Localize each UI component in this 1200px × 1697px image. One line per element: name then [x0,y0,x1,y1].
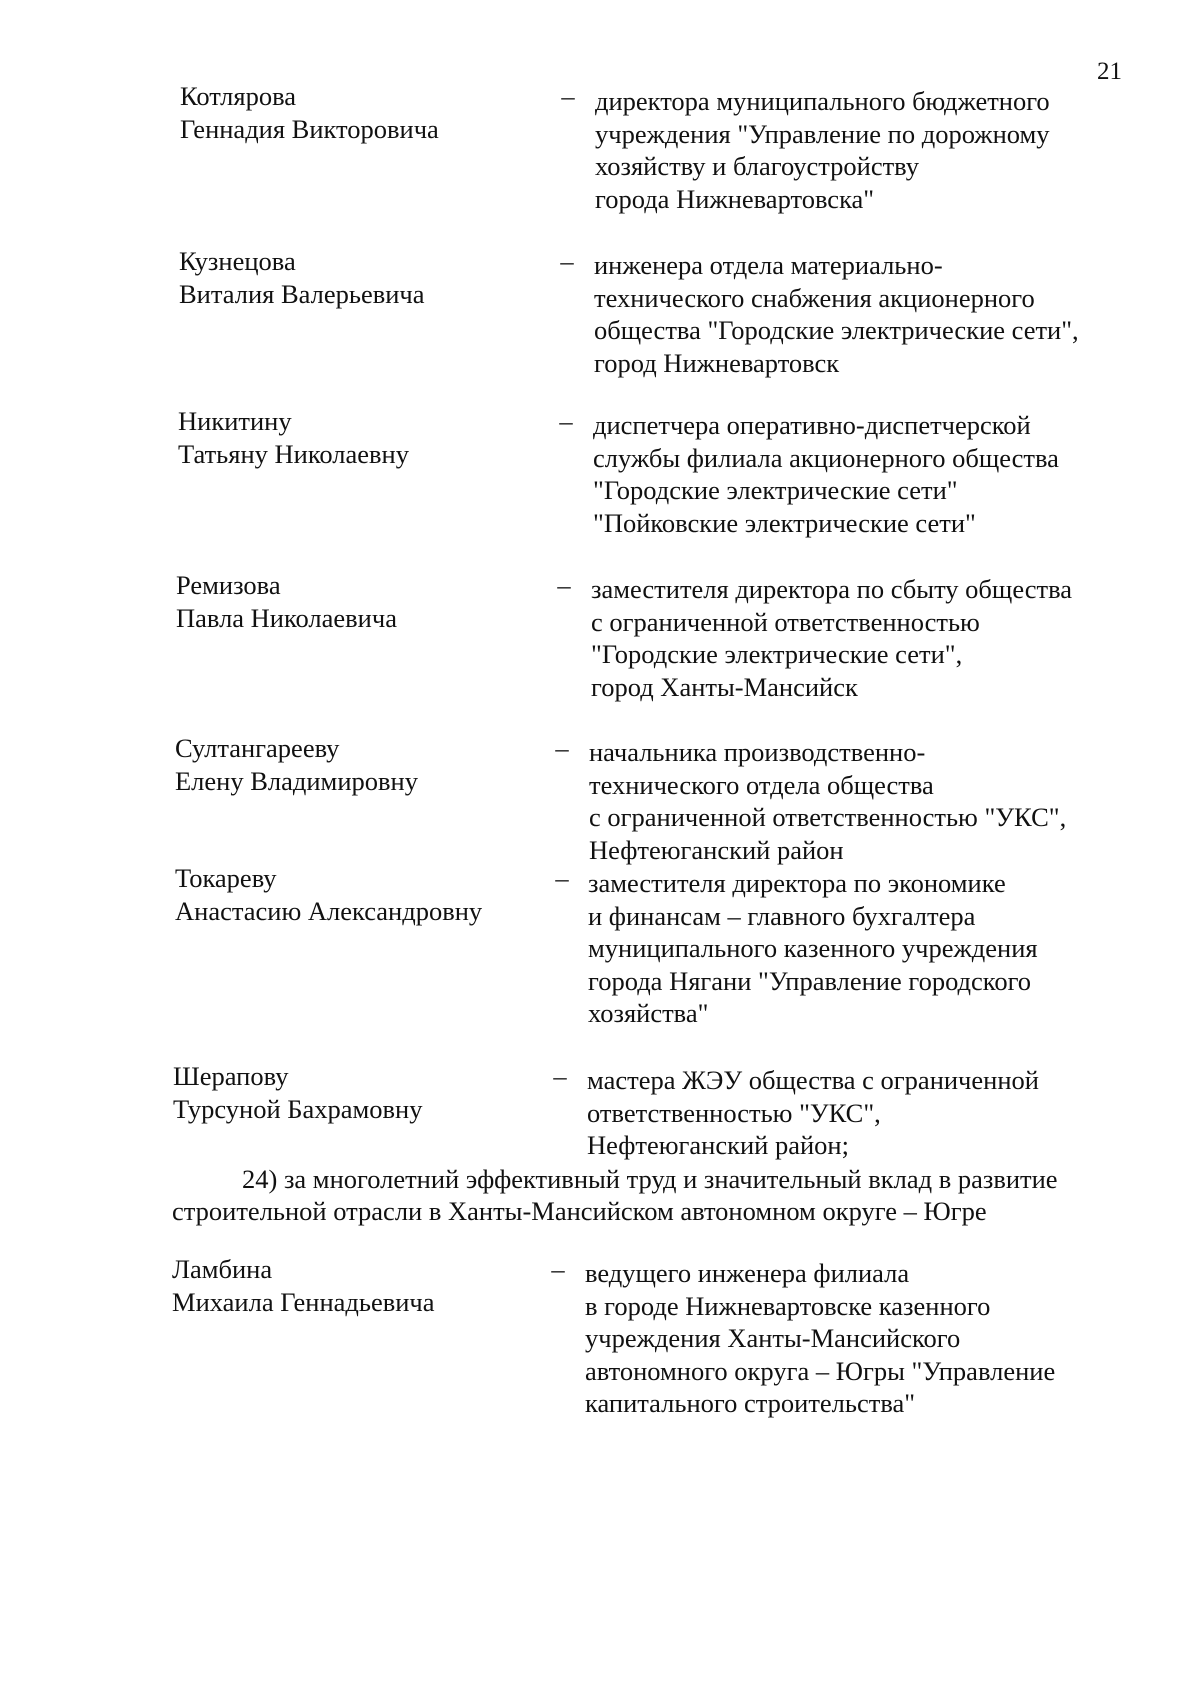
person-name [178,405,518,470]
position-line: с ограниченной ответственностью [591,606,980,637]
surname: Шерапову [173,1061,289,1091]
position-description [591,573,1111,703]
position-line: Нефтеюганский район; [587,1130,849,1160]
page-number: 21 [1097,58,1122,85]
dash: – [555,733,569,763]
person-name [176,569,516,634]
dash: – [555,863,569,893]
dash: – [557,570,571,600]
position-description [595,85,1115,215]
position-line: учреждения Ханты-Мансийского [585,1323,961,1353]
position-line: мастера ЖЭУ общества с ограниченной [587,1065,1039,1095]
position-line: заместителя директора по экономике [588,868,1006,898]
position-line: "Пойковские электрические сети" [593,507,976,538]
dash: – [559,406,573,436]
given-names: Анастасию Александровну [175,895,483,926]
surname: Котлярова [180,81,297,111]
surname: Кузнецова [179,246,296,276]
position-line: ответственностью "УКС", [587,1097,881,1128]
surname: Султангарееву [175,733,340,763]
position-description [588,867,1108,1030]
position-line: автономного округа – Югры "Управление [585,1355,1056,1386]
position-line: хозяйству и благоустройству [595,151,920,181]
person-name [175,732,515,797]
position-line: и финансам – главного бухгалтера [588,900,976,931]
person-name [172,1253,512,1318]
position-line: города Нижневартовска" [595,183,875,214]
person-name [180,80,520,145]
given-names: Михаила Геннадьевича [172,1286,435,1317]
position-line: город Нижневартовск [594,347,840,378]
given-names: Виталия Валерьевича [179,278,425,309]
position-line: с ограниченной ответственностью "УКС", [589,802,1067,832]
dash: – [561,81,575,111]
surname: Ремизова [176,570,281,600]
position-line: диспетчера оперативно-диспетчерской [593,410,1031,440]
position-description [593,409,1113,539]
section-heading-line: 24) за многолетний эффективный труд и значительный вклад в развитие [242,1164,1058,1194]
dash: – [553,1061,567,1091]
position-line: службы филиала акционерного общества [593,442,1059,473]
surname: Никитину [178,406,292,436]
section-heading-line: строительной отрасли в Ханты-Мансийском автономном округе – Югре [172,1196,987,1226]
given-names: Геннадия Викторовича [180,113,439,144]
section-heading [172,1163,1132,1227]
person-name [173,1060,513,1125]
position-line: инженера отдела материально- [594,250,943,280]
position-line: муниципального казенного учреждения [588,933,1038,963]
position-line: "Городские электрические сети" [593,475,958,505]
position-line: ведущего инженера филиала [585,1258,910,1288]
position-line: технического снабжения акционерного [594,282,1035,313]
position-description [587,1064,1107,1162]
position-line: технического отдела общества [589,769,934,800]
surname: Ламбина [172,1254,273,1284]
position-description [585,1257,1105,1420]
position-line: "Городские электрические сети", [591,639,963,669]
position-description [589,736,1109,866]
position-line: Нефтеюганский район [589,834,844,865]
surname: Токареву [175,863,277,893]
position-line: начальника производственно- [589,737,926,767]
given-names: Елену Владимировну [175,765,418,796]
position-line: города Нягани "Управление городского [588,965,1032,996]
person-name [179,245,519,310]
given-names: Турсуной Бахрамовну [173,1093,423,1124]
position-line: в городе Нижневартовске казенного [585,1290,991,1321]
position-line: хозяйства" [588,998,709,1028]
position-line: капитального строительства" [585,1388,916,1418]
position-description [594,249,1114,379]
position-line: общества "Городские электрические сети", [594,315,1079,345]
position-line: директора муниципального бюджетного [595,86,1050,116]
dash: – [551,1254,565,1284]
given-names: Татьяну Николаевну [178,438,409,469]
position-line: заместителя директора по сбыту общества [591,574,1073,604]
position-line: город Ханты-Мансийск [591,671,858,702]
person-name [175,862,515,927]
dash: – [560,246,574,276]
given-names: Павла Николаевича [176,602,397,633]
position-line: учреждения "Управление по дорожному [595,118,1050,149]
